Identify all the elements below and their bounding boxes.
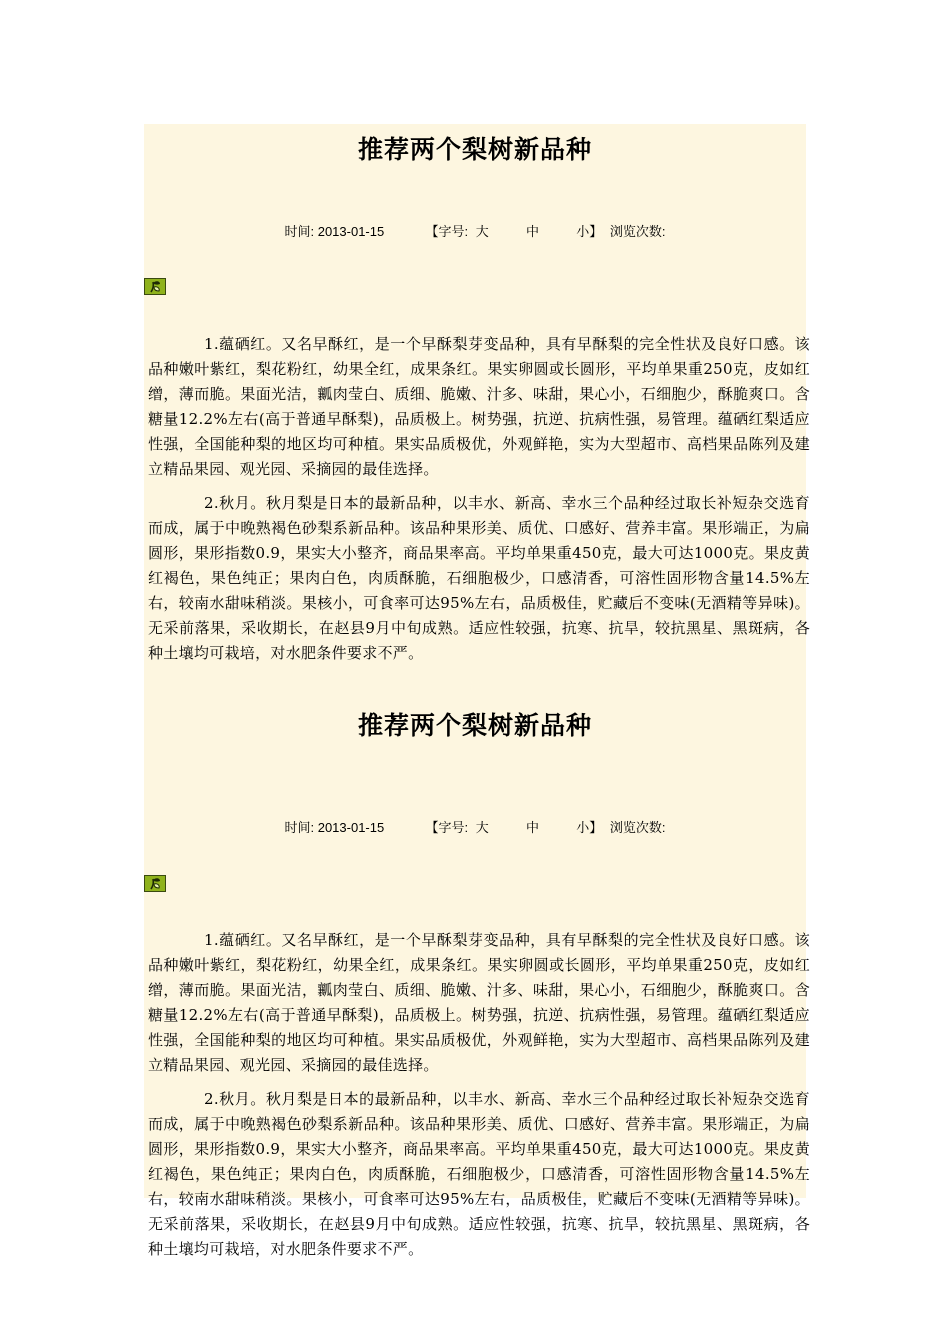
plant-icon (144, 875, 166, 892)
article-meta (144, 223, 806, 241)
paragraph-2: 2.秋月。秋月梨是日本的最新品种，以丰水、新高、幸水三个品种经过取长补短杂交选育而成，属于中晚熟褐色砂梨系新品种。该品种果形美、质优、口感好、营养丰富。果形端正，为扁圆形，果形指数0.9，果实大小整齐，商品果率高。平均单果重450克，最大可达1000克。果皮黄红褐色，果色纯正；果肉白色，肉质酥脆，石细胞极少，口感清香，可溶性固形物含量14.5%左右，较南水甜味稍淡。果核小，可食率可达95%左右，品质极佳，贮藏后不变味(无酒精等异味)。无采前落果，采收期长，在赵县9月中旬成熟。适应性较强，抗寒、抗旱，较抗黑星、黑斑病，各种土壤均可栽培，对水肥条件要求不严。 (148, 494, 810, 662)
article-meta (144, 819, 806, 837)
article-block (144, 124, 810, 698)
article-block (144, 698, 810, 1258)
views-label: 浏览次数: (609, 224, 666, 239)
font-size-label: 【字号: (425, 224, 469, 239)
time-label: 时间: (284, 224, 315, 239)
article-title: 推荐两个梨树新品种 (357, 135, 592, 164)
paragraph-1: 1.蕴硒红。又名早酥红，是一个早酥梨芽变品种，具有早酥梨的完全性状及良好口感。该品种嫩叶紫红，梨花粉红，幼果全红，成果条红。果实卵圆或长圆形，平均单果重250克，皮如红缯，薄而脆。果面光洁，瓤肉莹白、质细、脆嫩、汁多、味甜，果心小，石细胞少，酥脆爽口。含糖量12.2%左右(高于普通早酥梨)，品质极上。树势强，抗逆、抗病性强，易管理。蕴硒红梨适应性强，全国能种梨的地区均可种植。果实品质极优，外观鲜艳，实为大型超市、高档果品陈列及建立精品果园、观光园、采摘园的最佳选择。 (148, 335, 810, 478)
article-body (148, 928, 810, 1258)
paragraph-1: 1.蕴硒红。又名早酥红，是一个早酥梨芽变品种，具有早酥梨的完全性状及良好口感。该品种嫩叶紫红，梨花粉红，幼果全红，成果条红。果实卵圆或长圆形，平均单果重250克，皮如红缯，薄而脆。果面光洁，瓤肉莹白、质细、脆嫩、汁多、味甜，果心小，石细胞少，酥脆爽口。含糖量12.2%左右(高于普通早酥梨)，品质极上。树势强，抗逆、抗病性强，易管理。蕴硒红梨适应性强，全国能种梨的地区均可种植。果实品质极优，外观鲜艳，实为大型超市、高档果品陈列及建立精品果园、观光园、采摘园的最佳选择。 (148, 931, 810, 1074)
publish-date: 2013-01-15 (317, 820, 385, 835)
font-size-small-link[interactable]: 小】 (576, 224, 603, 239)
paragraph-2: 2.秋月。秋月梨是日本的最新品种，以丰水、新高、幸水三个品种经过取长补短杂交选育而成，属于中晚熟褐色砂梨系新品种。该品种果形美、质优、口感好、营养丰富。果形端正，为扁圆形，果形指数0.9，果实大小整齐，商品果率高。平均单果重450克，最大可达1000克。果皮黄红褐色，果色纯正；果肉白色，肉质酥脆，石细胞极少，口感清香，可溶性固形物含量14.5%左右，较南水甜味稍淡。果核小，可食率可达95%左右，品质极佳，贮藏后不变味(无酒精等异味)。无采前落果，采收期长，在赵县9月中旬成熟。适应性较强，抗寒、抗旱，较抗黑星、黑斑病，各种土壤均可栽培，对水肥条件要求不严。 (148, 1090, 810, 1258)
font-size-medium-link[interactable]: 中 (525, 820, 539, 835)
font-size-small-link[interactable]: 小】 (576, 820, 603, 835)
font-size-large-link[interactable]: 大 (475, 224, 489, 239)
publish-date: 2013-01-15 (317, 224, 385, 239)
font-size-label: 【字号: (425, 820, 469, 835)
font-size-large-link[interactable]: 大 (475, 820, 489, 835)
article-body (148, 332, 810, 675)
time-label: 时间: (284, 820, 315, 835)
plant-icon (144, 278, 166, 295)
font-size-medium-link[interactable]: 中 (525, 224, 539, 239)
views-label: 浏览次数: (609, 820, 666, 835)
article-title: 推荐两个梨树新品种 (357, 711, 592, 740)
